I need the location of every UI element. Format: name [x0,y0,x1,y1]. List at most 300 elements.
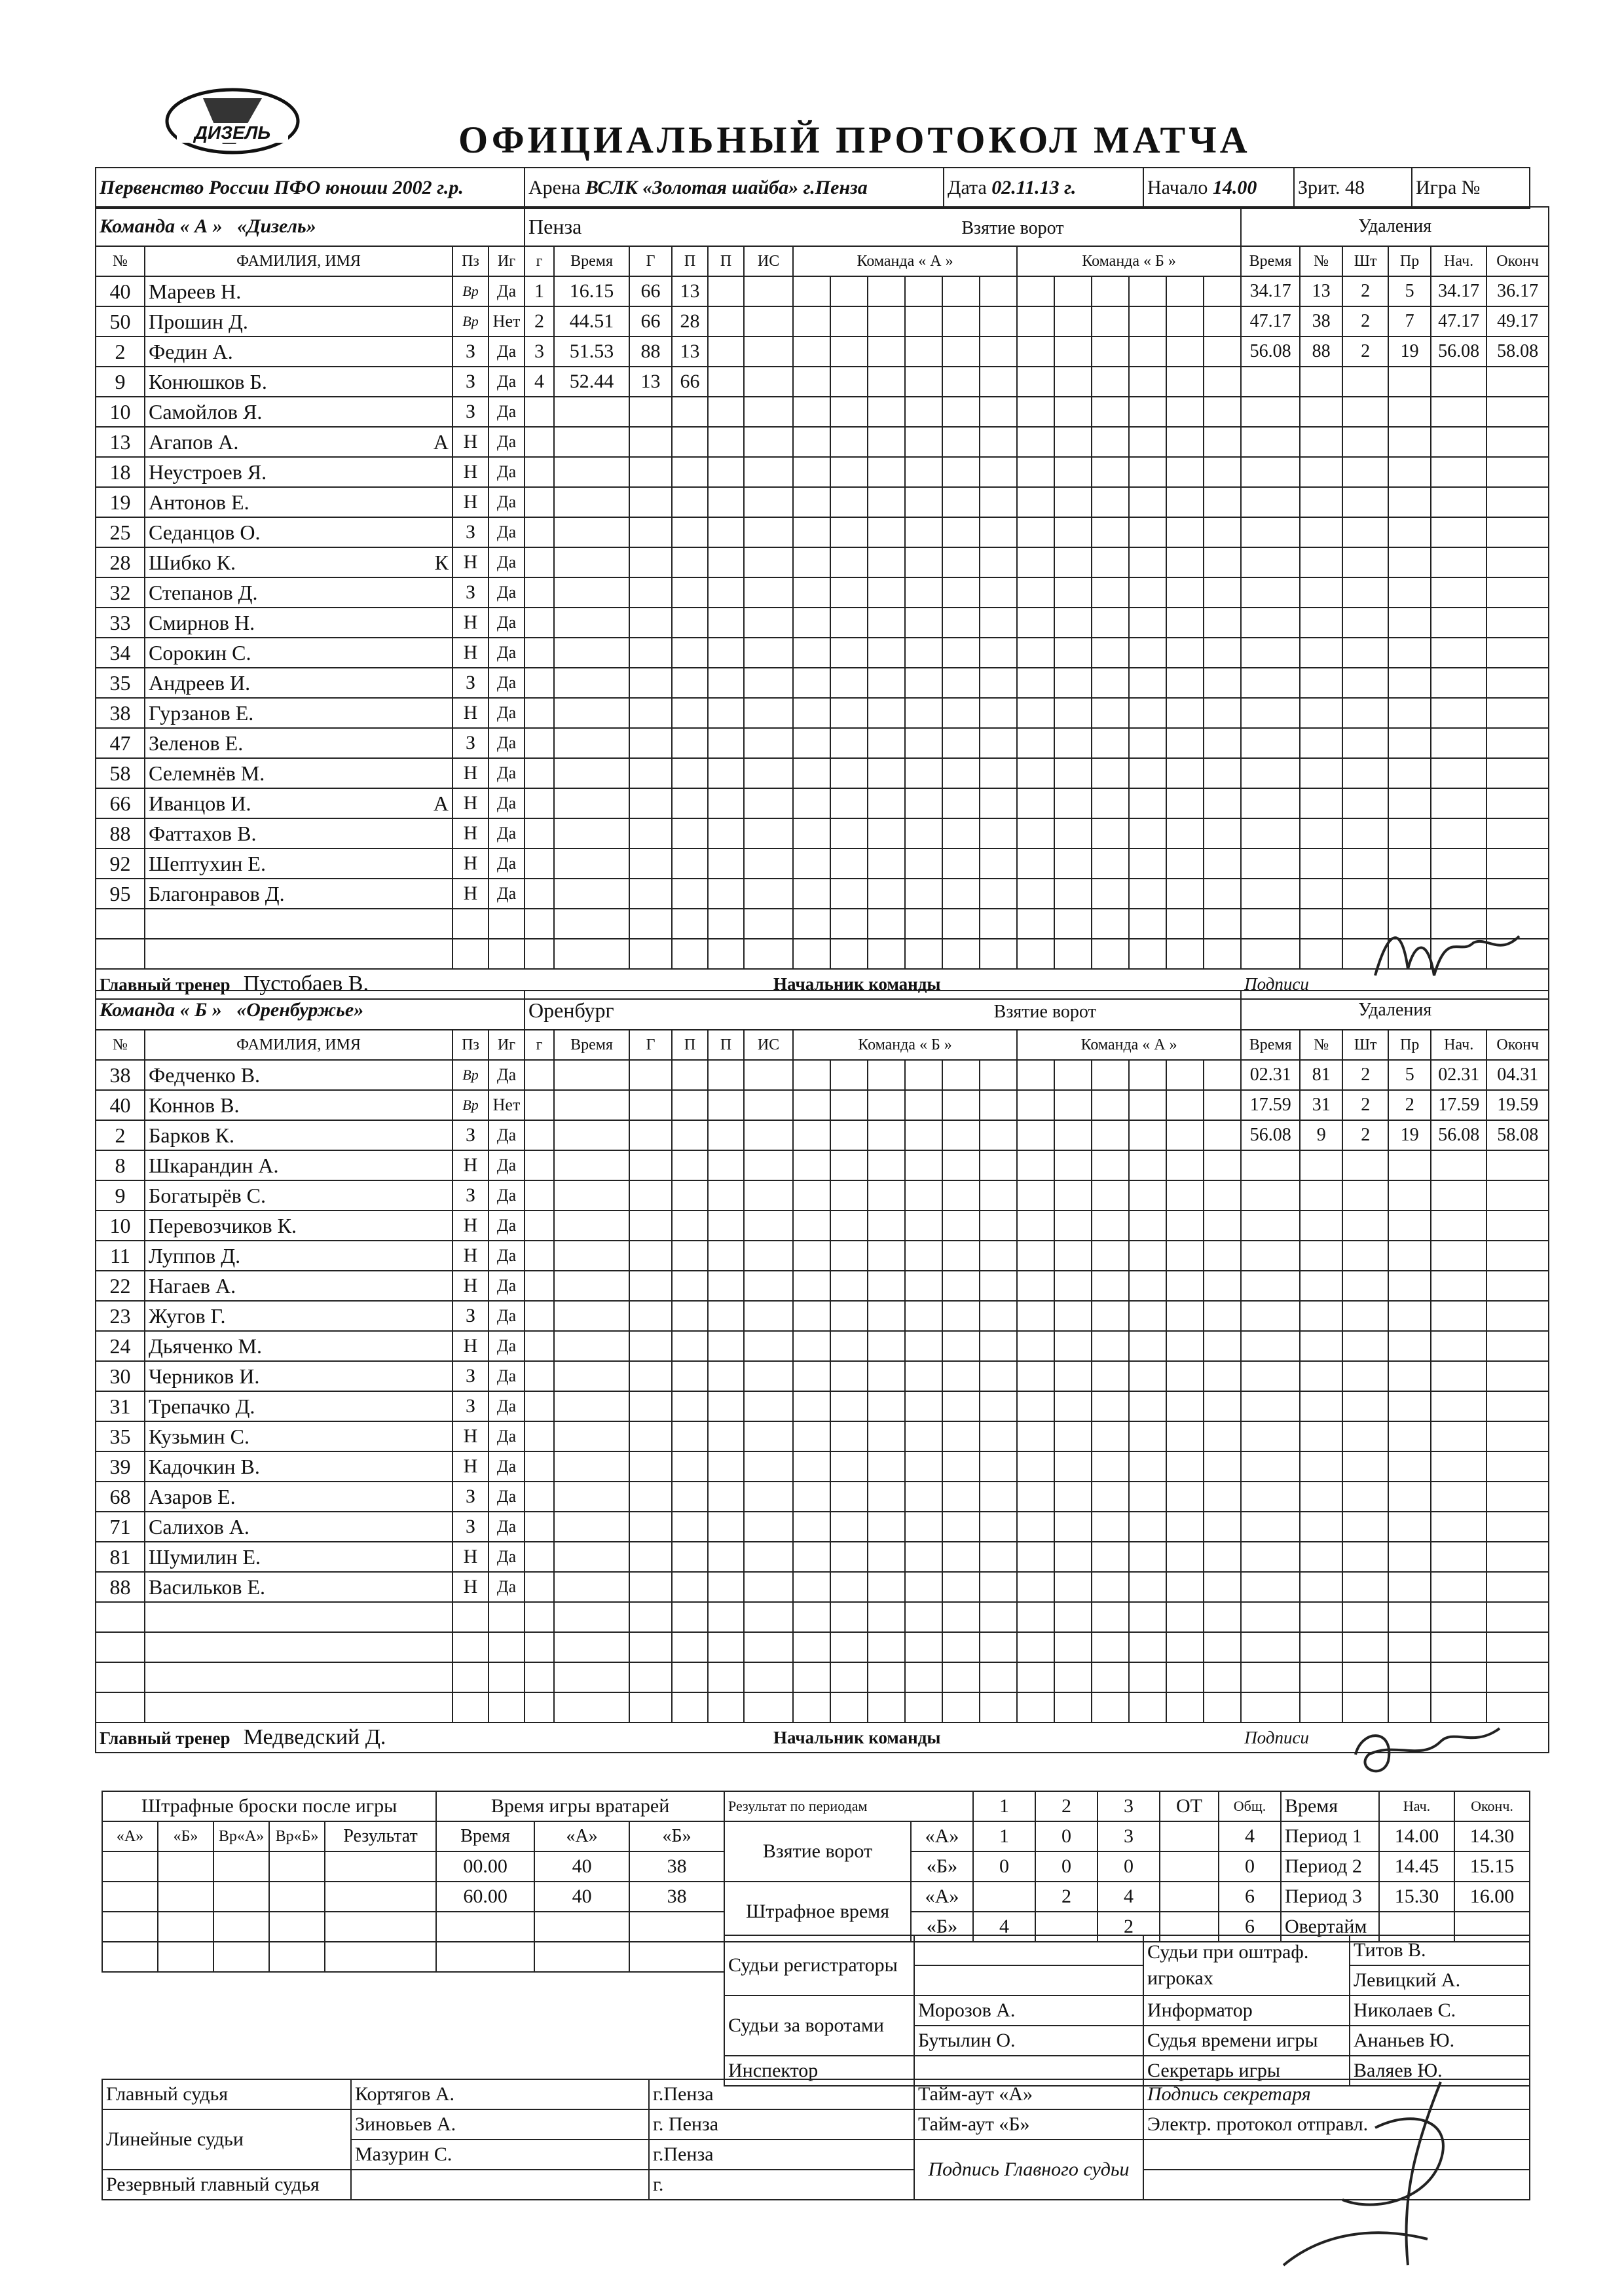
goal-no: 3 [525,337,554,367]
player-number: 22 [96,1271,145,1301]
game-cell [1412,168,1530,208]
player-position: Н [452,608,489,638]
team-section [95,206,1549,1000]
player-name-cell [145,1241,452,1271]
shootout-title: Штрафные броски после игры [102,1791,436,1821]
player-name: Благонравов Д. [149,881,285,905]
player-name-cell [145,367,452,397]
period-label: Овертайм [1281,1912,1379,1942]
penalty-time: 47.17 [1241,306,1300,337]
date-cell [944,168,1143,208]
player-number: 13 [96,427,145,457]
player-name-cell [145,1451,452,1482]
player-name-cell [145,457,452,487]
periods-title: Время [1281,1791,1379,1821]
player-position: Н [452,758,489,788]
shootout-col-gk-a: Вр«А» [213,1821,269,1851]
player-name: Нагаев А. [149,1273,236,1298]
goal-no: 2 [525,306,554,337]
player-row [96,1150,1549,1180]
penalty-time: 02.31 [1241,1060,1300,1090]
player-name: Прошин Д. [149,309,248,333]
penalty-reason: 7 [1388,306,1431,337]
date-label: Дата [948,177,987,198]
penalty-end: 36.17 [1486,276,1549,306]
team-city: Оренбург [528,998,614,1022]
player-position: Н [452,1150,489,1180]
player-row [96,1632,1549,1662]
player-row [96,367,1549,397]
player-name: Кадочкин В. [149,1454,260,1478]
shootout-result-label: Результат [325,1821,436,1851]
player-played: Да [489,487,525,517]
start-time: 14.00 [1212,177,1257,198]
penalty-n: 9 [1300,1120,1342,1150]
player-played: Да [489,1301,525,1331]
player-row [96,397,1549,427]
penalty-judge: Левицкий А. [1350,1965,1530,1995]
shootout-col-a: «А» [102,1821,158,1851]
player-played: Да [489,1391,525,1421]
period-times-table [1280,1791,1530,1942]
player-row [96,1361,1549,1391]
arena-cell [525,168,944,208]
player-name: Андреев И. [149,670,251,695]
chief-label: Начальник команды [525,969,1241,999]
player-row [96,276,1549,306]
player-played: Да [489,1331,525,1361]
player-played: Да [489,1542,525,1572]
player-number: 8 [96,1150,145,1180]
player-position: Н [452,547,489,577]
player-name: Гурзанов Е. [149,701,254,725]
col-goal-scorer: Г [629,1030,672,1060]
player-row [96,1692,1549,1722]
player-position: З [452,1512,489,1542]
player-name-cell [145,427,452,457]
player-position: Н [452,1542,489,1572]
player-number: 71 [96,1512,145,1542]
period-col-total: Общ. [1219,1791,1281,1821]
player-name-cell [145,1271,452,1301]
penalty-title: Удаления [1241,991,1549,1030]
player-played: Да [489,608,525,638]
team-title [96,207,525,246]
goal-time: 52.44 [554,367,629,397]
pim-b-total: 6 [1219,1912,1281,1942]
linesmen-label: Линейные судьи [102,2109,351,2170]
penalty-end: 58.08 [1486,1120,1549,1150]
periods-start-label: Нач. [1379,1791,1454,1821]
col-pen-start: Нач. [1431,246,1486,276]
col-pen-time: Время [1241,1030,1300,1060]
goal-assist: 13 [672,337,708,367]
player-name-cell [145,788,452,818]
player-name-cell [145,1211,452,1241]
period-col: 1 [973,1791,1035,1821]
player-name: Агапов А. [149,429,239,454]
player-row [96,517,1549,547]
goal-scorer: 66 [629,276,672,306]
col-pen-num: № [1300,246,1342,276]
player-row [96,457,1549,487]
player-position: З [452,1482,489,1512]
team-a-label: «А» [911,1821,973,1851]
penalty-judges-label: Судьи при оштраф. игроках [1143,1935,1350,1995]
player-row [96,879,1549,909]
player-number: 38 [96,1060,145,1090]
player-name: Федченко В. [149,1063,261,1087]
player-name: Кузьмин С. [149,1424,250,1448]
player-number: 58 [96,758,145,788]
signature-b [1342,1715,1513,1787]
player-number: 10 [96,1211,145,1241]
player-name-cell [145,1572,452,1602]
player-name: Жугов Г. [149,1303,226,1328]
player-name: Азаров Е. [149,1484,236,1508]
player-position: З [452,577,489,608]
col-goal-opp: Команда « А » [1017,1030,1241,1060]
player-name-cell [145,1421,452,1451]
spectators-label: Зрит. [1298,177,1340,198]
col-goal-no: г [525,246,554,276]
main-ref-sign-label: Подпись Главного судьи [914,2140,1143,2200]
penalty-title: Удаления [1241,207,1549,246]
player-played: Да [489,1180,525,1211]
goalie-row-b: 38 [629,1882,724,1912]
player-name: Седанцов О. [149,520,261,544]
team-name: «Оренбуржье» [236,999,364,1021]
player-name-cell [145,487,452,517]
player-played: Да [489,1120,525,1150]
main-ref: Кортягов А. [351,2079,649,2109]
col-ic: ИС [744,1030,793,1060]
coach-name: Пустобаев В. [243,972,369,996]
player-number: 95 [96,879,145,909]
period-label: Период 2 [1281,1851,1379,1882]
col-pen-time: Время [1241,246,1300,276]
player-number: 9 [96,367,145,397]
officials-table [724,1935,1530,2086]
player-number: 31 [96,1391,145,1421]
player-number: 47 [96,728,145,758]
player-row [96,1602,1549,1632]
penalty-n: 31 [1300,1090,1342,1120]
col-num: № [96,1030,145,1060]
player-name: Федин А. [149,339,233,363]
player-name-cell [145,547,452,577]
player-name-cell [145,879,452,909]
player-played: Да [489,1512,525,1542]
player-row [96,1391,1549,1421]
col-assist: П [672,246,708,276]
player-position: Н [452,1331,489,1361]
player-position: З [452,517,489,547]
player-played: Да [489,1271,525,1301]
player-name-cell [145,1361,452,1391]
col-name: ФАМИЛИЯ, ИМЯ [145,246,452,276]
player-row [96,1211,1549,1241]
col-pen-reason: Пр [1388,1030,1431,1060]
col-ic: ИС [744,246,793,276]
pim-a: 4 [1098,1882,1160,1912]
player-row [96,1512,1549,1542]
player-row [96,1180,1549,1211]
goal-judge: Бутылин О. [914,2026,1143,2056]
shootout-col-b: «Б» [158,1821,213,1851]
col-goal-no: г [525,1030,554,1060]
linesman: Мазурин С. [351,2140,649,2170]
player-name-cell [145,1120,452,1150]
player-number: 2 [96,1120,145,1150]
player-name-cell [145,306,452,337]
penalty-time: 17.59 [1241,1090,1300,1120]
player-position: Н [452,879,489,909]
player-number: 40 [96,1090,145,1120]
penalty-min: 2 [1342,337,1388,367]
player-name: Трепачко Д. [149,1394,255,1418]
reg-judges-label: Судьи регистраторы [724,1935,914,1995]
coach-name: Медведский Д. [243,1725,386,1749]
player-name: Антонов Е. [149,490,249,514]
player-number: 35 [96,1421,145,1451]
penalty-end: 04.31 [1486,1060,1549,1090]
goal-no: 4 [525,367,554,397]
goal-no: 1 [525,276,554,306]
player-name-cell [145,698,452,728]
main-ref-label: Главный судья [102,2079,351,2109]
col-goal-time: Время [554,246,629,276]
penalty-start: 47.17 [1431,306,1486,337]
player-row [96,1662,1549,1692]
goal-assist: 28 [672,306,708,337]
player-row [96,668,1549,698]
player-name-cell [145,1090,452,1120]
col-played: Иг [489,246,525,276]
secretary-sign-label: Подпись секретаря [1143,2079,1530,2109]
player-position: З [452,337,489,367]
player-row [96,939,1549,969]
penalty-start: 02.31 [1431,1060,1486,1090]
period-col: 3 [1098,1791,1160,1821]
penalty-judge: Титов В. [1350,1935,1530,1965]
period-end: 14.30 [1454,1821,1530,1851]
player-position: З [452,728,489,758]
goalie-time-title: Время игры вратарей [436,1791,724,1821]
pim-a [973,1882,1035,1912]
goal-time: 44.51 [554,306,629,337]
pim-a [1160,1882,1219,1912]
player-number: 81 [96,1542,145,1572]
player-number: 38 [96,698,145,728]
penalty-n: 81 [1300,1060,1342,1090]
penalty-time: 34.17 [1241,276,1300,306]
player-row [96,547,1549,577]
goals-a [1160,1821,1219,1851]
player-name-cell [145,1060,452,1090]
player-position: Н [452,427,489,457]
player-played: Да [489,788,525,818]
goals-a: 0 [1035,1821,1098,1851]
col-assist: П [672,1030,708,1060]
player-number: 34 [96,638,145,668]
team-name: «Дизель» [237,215,316,237]
player-played: Да [489,1211,525,1241]
player-row [96,1271,1549,1301]
goal-scorer: 13 [629,367,672,397]
player-name: Сорокин С. [149,640,251,665]
goals-b: 0 [1098,1851,1160,1882]
player-name-cell [145,1542,452,1572]
penalty-min: 2 [1342,1120,1388,1150]
player-row [96,788,1549,818]
goals-b-total: 0 [1219,1851,1281,1882]
team-b-label: «Б» [911,1851,973,1882]
penalty-reason: 2 [1388,1090,1431,1120]
player-name-cell [145,337,452,367]
penalty-min: 2 [1342,306,1388,337]
player-name: Степанов Д. [149,580,258,604]
captain-mark: К [434,550,449,574]
signatures-label: Подписи [1241,969,1549,999]
player-position: З [452,1361,489,1391]
player-row [96,758,1549,788]
match-header [95,167,1530,209]
player-number: 92 [96,848,145,879]
player-played: Да [489,1150,525,1180]
player-name: Самойлов Я. [149,399,263,424]
col-pen-end: Оконч [1486,1030,1549,1060]
signature-secretary [1244,2069,1519,2278]
player-name: Зеленов Е. [149,731,244,755]
player-row [96,1090,1549,1120]
player-name-cell [145,1512,452,1542]
team-label: Команда « Б » [100,999,222,1021]
goal-judges-label: Судьи за воротами [724,1995,914,2056]
player-position: Н [452,487,489,517]
player-row [96,1421,1549,1451]
player-name: Селемнёв М. [149,761,265,785]
player-name: Конюшков Б. [149,369,267,393]
player-row [96,1331,1549,1361]
player-position: З [452,397,489,427]
player-played: Да [489,547,525,577]
spectators: 48 [1344,177,1365,198]
player-name: Шептухин Е. [149,851,266,875]
goals-a: 3 [1098,1821,1160,1851]
team-city: Пенза [528,214,582,238]
player-position: Вр [452,1060,489,1090]
player-name: Шкарандин А. [149,1153,279,1177]
player-row [96,487,1549,517]
penalty-time: 56.08 [1241,337,1300,367]
player-played: Да [489,818,525,848]
penalty-reason: 19 [1388,1120,1431,1150]
player-position: Вр [452,276,489,306]
period-col: ОТ [1160,1791,1219,1821]
player-row [96,848,1549,879]
player-row [96,1451,1549,1482]
penalty-n: 13 [1300,276,1342,306]
player-played: Да [489,1361,525,1391]
team-section [95,990,1549,1753]
col-goal-opp: Команда « Б » [1017,246,1241,276]
col-num: № [96,246,145,276]
player-name: Луппов Д. [149,1243,241,1267]
tournament: Первенство России ПФО юноши 2002 г.р. [96,168,525,208]
player-name: Барков К. [149,1123,234,1147]
col-goal-team: Команда « Б » [793,1030,1017,1060]
player-name: Неустроев Я. [149,460,267,484]
player-played: Да [489,1451,525,1482]
player-position: Н [452,1211,489,1241]
player-row [96,577,1549,608]
player-played: Да [489,879,525,909]
player-position: Н [452,818,489,848]
player-number: 68 [96,1482,145,1512]
player-position: З [452,668,489,698]
goals-a: 1 [973,1821,1035,1851]
goal-title: Взятие ворот [961,217,1064,238]
col-name: ФАМИЛИЯ, ИМЯ [145,1030,452,1060]
col-assist: П [708,246,744,276]
main-ref-city: г.Пенза [649,2079,914,2109]
reserve-label: Резервный главный судья [102,2170,351,2200]
col-goal-team: Команда « А » [793,246,1017,276]
player-number: 19 [96,487,145,517]
player-played: Нет [489,306,525,337]
coach-label: Главный тренер [100,975,231,994]
player-number: 40 [96,276,145,306]
period-end: 15.15 [1454,1851,1530,1882]
col-goal-scorer: Г [629,246,672,276]
timekeeper-label: Судья времени игры [1143,2026,1350,2056]
player-number: 50 [96,306,145,337]
player-name-cell [145,577,452,608]
informer: Николаев С. [1350,1995,1530,2026]
player-position: Вр [452,306,489,337]
player-row [96,427,1549,457]
inspector-label: Инспектор [724,2056,914,2086]
player-name-cell [145,397,452,427]
linesman: Зиновьев А. [351,2109,649,2140]
penalty-reason: 5 [1388,1060,1431,1090]
penalty-start: 34.17 [1431,276,1486,306]
player-played: Да [489,427,525,457]
date: 02.11.13 г. [991,177,1077,198]
goalie-row-a: 40 [534,1851,629,1882]
player-number: 11 [96,1241,145,1271]
player-number: 9 [96,1180,145,1211]
player-row [96,638,1549,668]
player-row [96,1572,1549,1602]
reserve-city: г. [649,2170,914,2200]
player-number: 88 [96,1572,145,1602]
player-played: Да [489,457,525,487]
player-name-cell [145,1391,452,1421]
player-name: Коннов В. [149,1093,240,1117]
goal-assist: 13 [672,276,708,306]
team-a-label: «А» [911,1882,973,1912]
secretary: Валяев Ю. [1350,2056,1530,2086]
col-played: Иг [489,1030,525,1060]
goal-time: 16.15 [554,276,629,306]
team-label: Команда « А » [100,215,223,237]
timeout-b-label: Тайм-аут «Б» [914,2109,1143,2140]
player-number: 25 [96,517,145,547]
player-played: Да [489,1060,525,1090]
player-played: Да [489,337,525,367]
